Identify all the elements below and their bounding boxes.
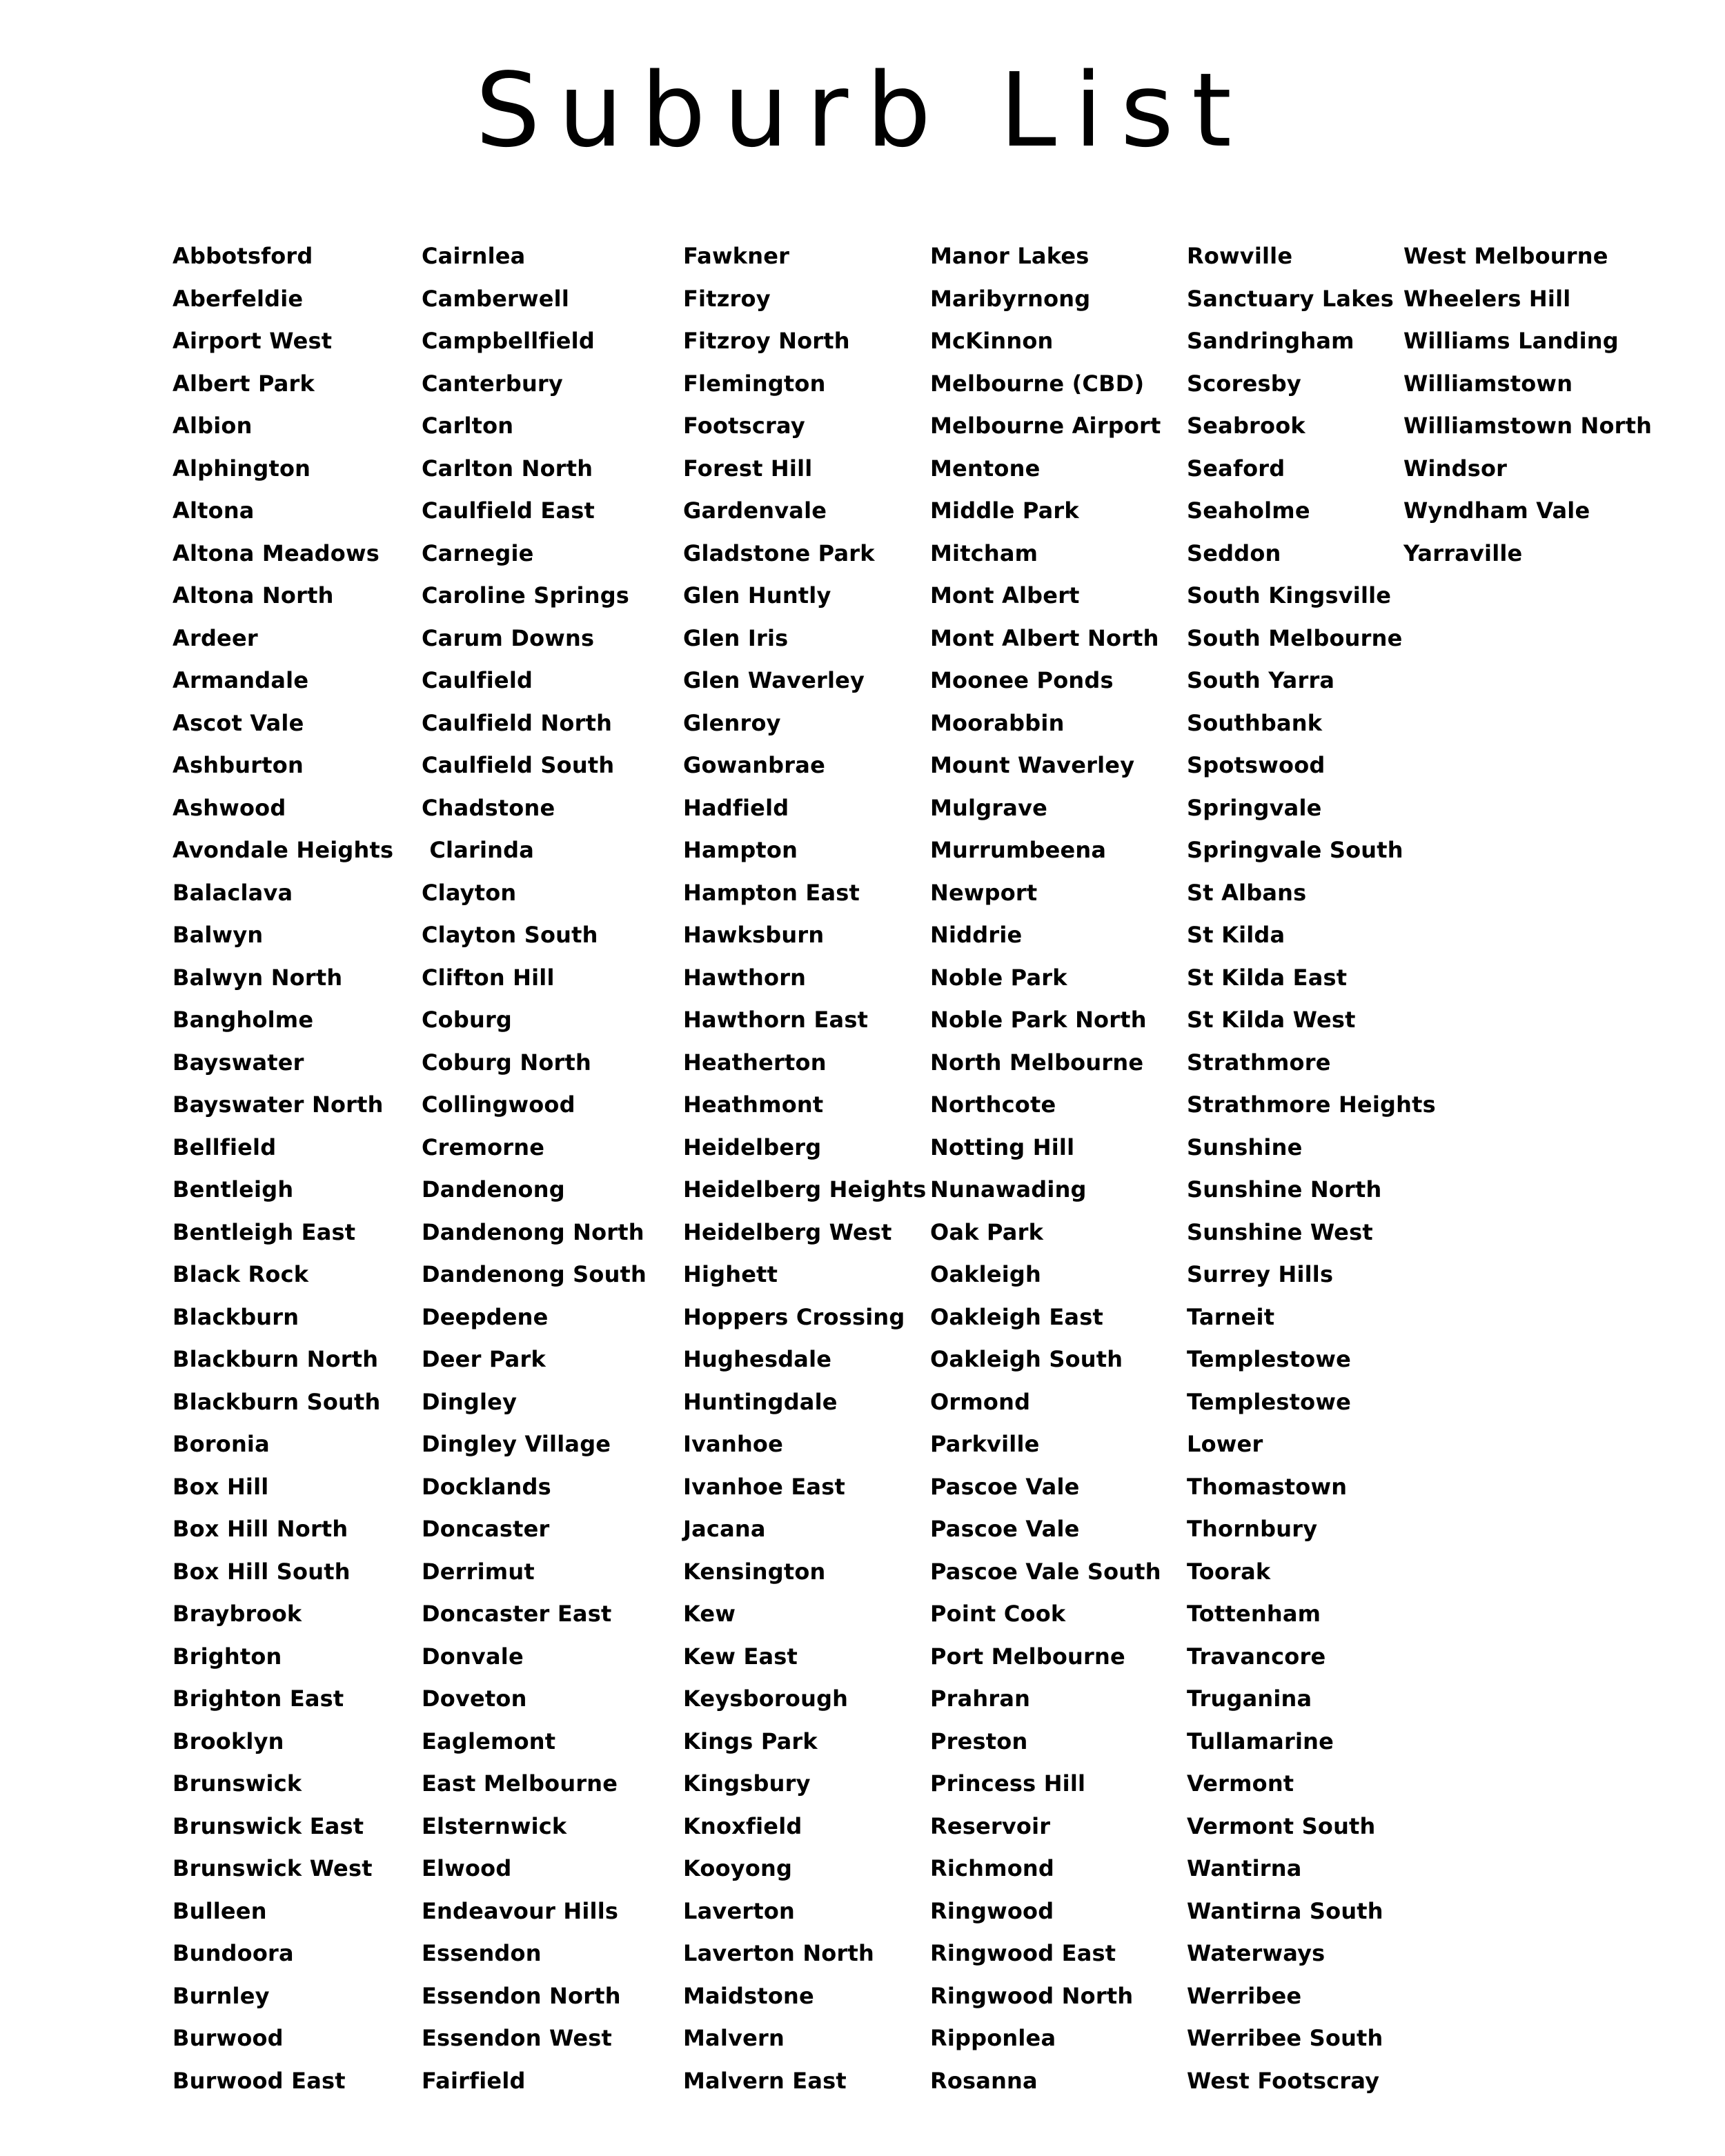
- suburb-item: Lower: [1187, 1431, 1263, 1457]
- suburb-item: Windsor: [1403, 455, 1508, 482]
- suburb-item: Kensington: [683, 1558, 826, 1585]
- suburb-item: Templestowe: [1187, 1346, 1351, 1372]
- suburb-item: Hawthorn: [683, 964, 807, 991]
- suburb-item: Manor Lakes: [930, 243, 1090, 269]
- suburb-item: Bulleen: [172, 1897, 267, 1924]
- suburb-item: Vermont: [1187, 1770, 1294, 1797]
- suburb-item: Preston: [930, 1728, 1028, 1754]
- suburb-item: Burnley: [172, 1982, 270, 2009]
- suburb-item: Coburg North: [422, 1049, 592, 1076]
- suburb-item: Clayton: [422, 879, 517, 906]
- suburb-item: South Yarra: [1187, 667, 1335, 693]
- suburb-item: Springvale South: [1187, 837, 1403, 863]
- suburb-item: Brunswick: [172, 1770, 302, 1797]
- suburb-item: Caulfield South: [422, 752, 615, 778]
- suburb-item: Alphington: [172, 455, 311, 482]
- suburb-item: Altona North: [172, 582, 334, 609]
- suburb-item: Rowville: [1187, 243, 1293, 269]
- suburb-item: Gardenvale: [683, 497, 827, 524]
- suburb-item: Strathmore: [1187, 1049, 1331, 1076]
- suburb-item: Glenroy: [683, 709, 781, 736]
- suburb-item: Heidelberg: [683, 1134, 822, 1160]
- suburb-item: Box Hill North: [172, 1516, 348, 1542]
- suburb-item: East Melbourne: [422, 1770, 618, 1797]
- suburb-item: North Melbourne: [930, 1049, 1144, 1076]
- suburb-item: Deepdene: [422, 1303, 549, 1330]
- suburb-item: Hawksburn: [683, 922, 825, 948]
- suburb-item: Albion: [172, 413, 253, 439]
- suburb-item: Spotswood: [1187, 752, 1325, 778]
- suburb-item: Armandale: [172, 667, 309, 693]
- suburb-item: Point Cook: [930, 1601, 1066, 1627]
- suburb-item: St Albans: [1187, 879, 1307, 906]
- suburb-item: Wyndham Vale: [1403, 497, 1590, 524]
- suburb-item: Kingsbury: [683, 1770, 811, 1797]
- suburb-item: Bayswater North: [172, 1091, 384, 1118]
- suburb-item: Carlton North: [422, 455, 593, 482]
- suburb-item: Burwood: [172, 2025, 284, 2051]
- suburb-item: Tullamarine: [1187, 1728, 1334, 1754]
- suburb-item: Deer Park: [422, 1346, 546, 1372]
- suburb-item: Brunswick West: [172, 1855, 373, 1881]
- suburb-item: Hampton East: [683, 879, 860, 906]
- suburb-item: McKinnon: [930, 328, 1054, 354]
- suburb-item: Pascoe Vale South: [930, 1558, 1161, 1585]
- suburb-item: Mont Albert: [930, 582, 1080, 609]
- suburb-item: Heidelberg Heights: [683, 1176, 927, 1203]
- suburb-item: Malvern: [683, 2025, 785, 2051]
- suburb-column-1: [172, 240, 393, 2107]
- suburb-item: Highett: [683, 1261, 778, 1287]
- suburb-item: Southbank: [1187, 709, 1323, 736]
- suburb-item: Noble Park: [930, 964, 1067, 991]
- suburb-item: Burwood East: [172, 2067, 346, 2094]
- suburb-item: Balwyn North: [172, 964, 343, 991]
- suburb-item: Hughesdale: [683, 1346, 832, 1372]
- suburb-item: Flemington: [683, 370, 826, 397]
- suburb-item: Gladstone Park: [683, 540, 875, 566]
- suburb-item: Eaglemont: [422, 1728, 556, 1754]
- suburb-item: Hampton: [683, 837, 798, 863]
- suburb-item: Kooyong: [683, 1855, 793, 1881]
- suburb-item: Williamstown: [1403, 370, 1573, 397]
- suburb-item: Kew: [683, 1601, 736, 1627]
- suburb-item: Huntingdale: [683, 1388, 838, 1415]
- suburb-item: Caulfield North: [422, 709, 613, 736]
- suburb-item: Bentleigh: [172, 1176, 294, 1203]
- suburb-item: Parkville: [930, 1431, 1040, 1457]
- suburb-item: Caulfield East: [422, 497, 595, 524]
- suburb-item: Glen Huntly: [683, 582, 831, 609]
- suburb-item: Williamstown North: [1403, 413, 1653, 439]
- suburb-item: Middle Park: [930, 497, 1079, 524]
- suburb-item: Heidelberg West: [683, 1218, 892, 1245]
- suburb-item: Donvale: [422, 1643, 524, 1670]
- suburb-item: Ormond: [930, 1388, 1031, 1415]
- suburb-item: Bentleigh East: [172, 1218, 356, 1245]
- suburb-item: Oakleigh: [930, 1261, 1042, 1287]
- suburb-item: Essendon North: [422, 1982, 621, 2009]
- suburb-item: St Kilda: [1187, 922, 1285, 948]
- suburb-item: Melbourne (CBD): [930, 370, 1145, 397]
- suburb-item: Seabrook: [1187, 413, 1305, 439]
- suburb-item: Sanctuary Lakes: [1187, 285, 1394, 312]
- suburb-column-6: [1403, 240, 1652, 580]
- page-title: Suburb List: [475, 51, 1250, 170]
- suburb-item: Ripponlea: [930, 2025, 1056, 2051]
- suburb-item: Airport West: [172, 328, 333, 354]
- suburb-item: Brighton East: [172, 1685, 344, 1712]
- suburb-column-3: [683, 240, 927, 2107]
- suburb-item: Bayswater: [172, 1049, 304, 1076]
- suburb-item: Derrimut: [422, 1558, 535, 1585]
- suburb-item: Dandenong: [422, 1176, 565, 1203]
- suburb-item: Moonee Ponds: [930, 667, 1114, 693]
- suburb-item: St Kilda West: [1187, 1007, 1356, 1033]
- suburb-item: Moorabbin: [930, 709, 1065, 736]
- suburb-item: St Kilda East: [1187, 964, 1348, 991]
- suburb-item: Chadstone: [422, 794, 555, 821]
- suburb-item: Kings Park: [683, 1728, 818, 1754]
- suburb-item: Oak Park: [930, 1218, 1044, 1245]
- suburb-item: Murrumbeena: [930, 837, 1107, 863]
- suburb-item: Scoresby: [1187, 370, 1301, 397]
- suburb-item: Carlton: [422, 413, 514, 439]
- suburb-item: Noble Park North: [930, 1007, 1147, 1033]
- suburb-item: Altona Meadows: [172, 540, 379, 566]
- suburb-item: Laverton North: [683, 1940, 874, 1966]
- suburb-item: Seddon: [1187, 540, 1281, 566]
- suburb-item: Pascoe Vale: [930, 1516, 1080, 1542]
- suburb-item: Carnegie: [422, 540, 534, 566]
- suburb-list: [0, 240, 1725, 2103]
- suburb-item: Ivanhoe East: [683, 1473, 845, 1500]
- suburb-item: Keysborough: [683, 1685, 849, 1712]
- suburb-item: Jacana: [683, 1516, 766, 1542]
- suburb-item: Brunswick East: [172, 1812, 364, 1839]
- suburb-item: Wantirna: [1187, 1855, 1302, 1881]
- suburb-item: Melbourne Airport: [930, 413, 1161, 439]
- suburb-item: Sandringham: [1187, 328, 1354, 354]
- suburb-item: Caroline Springs: [422, 582, 630, 609]
- suburb-item: Albert Park: [172, 370, 315, 397]
- suburb-item: Mitcham: [930, 540, 1038, 566]
- suburb-item: Bellfield: [172, 1134, 277, 1160]
- suburb-item: Glen Iris: [683, 624, 789, 651]
- suburb-item: Oakleigh East: [930, 1303, 1103, 1330]
- suburb-item: Mentone: [930, 455, 1041, 482]
- suburb-item: Cairnlea: [422, 243, 526, 269]
- suburb-item: Doveton: [422, 1685, 527, 1712]
- suburb-item: Bundoora: [172, 1940, 294, 1966]
- suburb-item: Blackburn South: [172, 1388, 381, 1415]
- suburb-item: Fawkner: [683, 243, 790, 269]
- suburb-item: Dingley: [422, 1388, 518, 1415]
- suburb-item: Carum Downs: [422, 624, 595, 651]
- suburb-item: Doncaster East: [422, 1601, 612, 1627]
- suburb-column-5: [1187, 240, 1436, 2107]
- suburb-item: Hoppers Crossing: [683, 1303, 905, 1330]
- suburb-item: Black Rock: [172, 1261, 309, 1287]
- suburb-item: Elwood: [422, 1855, 512, 1881]
- suburb-item: Kew East: [683, 1643, 798, 1670]
- suburb-item: Aberfeldie: [172, 285, 304, 312]
- suburb-item: Fitzroy: [683, 285, 771, 312]
- suburb-item: Ashwood: [172, 794, 286, 821]
- suburb-item: Malvern East: [683, 2067, 847, 2094]
- suburb-item: Brooklyn: [172, 1728, 284, 1754]
- suburb-item: Camberwell: [422, 285, 570, 312]
- suburb-item: Sunshine North: [1187, 1176, 1382, 1203]
- suburb-item: Springvale: [1187, 794, 1322, 821]
- suburb-item: Waterways: [1187, 1940, 1325, 1966]
- suburb-item: Glen Waverley: [683, 667, 865, 693]
- suburb-item: Thomastown: [1187, 1473, 1348, 1500]
- suburb-item: Toorak: [1187, 1558, 1271, 1585]
- suburb-item: Blackburn: [172, 1303, 299, 1330]
- suburb-item: Forest Hill: [683, 455, 813, 482]
- suburb-column-4: [930, 240, 1161, 2107]
- suburb-item: Campbellfield: [422, 328, 595, 354]
- suburb-item: Ringwood: [930, 1897, 1054, 1924]
- suburb-item: Cremorne: [422, 1134, 545, 1160]
- suburb-item: Reservoir: [930, 1812, 1051, 1839]
- suburb-item: Ardeer: [172, 624, 258, 651]
- suburb-item: Brighton: [172, 1643, 282, 1670]
- suburb-item: Doncaster: [422, 1516, 550, 1542]
- suburb-item: Dandenong South: [422, 1261, 647, 1287]
- suburb-item: Werribee South: [1187, 2025, 1383, 2051]
- suburb-item: South Melbourne: [1187, 624, 1403, 651]
- suburb-item: Coburg: [422, 1007, 513, 1033]
- suburb-item: Notting Hill: [930, 1134, 1075, 1160]
- suburb-item: Mount Waverley: [930, 752, 1135, 778]
- suburb-item: Niddrie: [930, 922, 1023, 948]
- suburb-item: Pascoe Vale: [930, 1473, 1080, 1500]
- suburb-item: Elsternwick: [422, 1812, 567, 1839]
- suburb-item: Clayton South: [422, 922, 598, 948]
- suburb-item: Bangholme: [172, 1007, 314, 1033]
- suburb-item: Sunshine: [1187, 1134, 1303, 1160]
- suburb-item: Blackburn North: [172, 1346, 379, 1372]
- suburb-item: Tottenham: [1187, 1601, 1321, 1627]
- suburb-item: Hadfield: [683, 794, 789, 821]
- suburb-item: Essendon: [422, 1940, 542, 1966]
- suburb-item: South Kingsville: [1187, 582, 1392, 609]
- suburb-item: Endeavour Hills: [422, 1897, 619, 1924]
- suburb-item: West Melbourne: [1403, 243, 1608, 269]
- suburb-item: Williams Landing: [1403, 328, 1619, 354]
- suburb-item: Ringwood North: [930, 1982, 1134, 2009]
- suburb-item: Rosanna: [930, 2067, 1038, 2094]
- suburb-item: Travancore: [1187, 1643, 1326, 1670]
- suburb-item: Balaclava: [172, 879, 293, 906]
- suburb-item: Abbotsford: [172, 243, 313, 269]
- suburb-item: Essendon West: [422, 2025, 613, 2051]
- suburb-item: Fitzroy North: [683, 328, 850, 354]
- suburb-item: Canterbury: [422, 370, 563, 397]
- suburb-item: Sunshine West: [1187, 1218, 1373, 1245]
- suburb-item: Gowanbrae: [683, 752, 825, 778]
- suburb-item: Dingley Village: [422, 1431, 611, 1457]
- suburb-item: Wheelers Hill: [1403, 285, 1571, 312]
- suburb-item: Heatherton: [683, 1049, 827, 1076]
- suburb-item: Braybrook: [172, 1601, 302, 1627]
- suburb-item: Maribyrnong: [930, 285, 1091, 312]
- suburb-item: Mont Albert North: [930, 624, 1159, 651]
- suburb-item: Werribee: [1187, 1982, 1302, 2009]
- suburb-item: Ashburton: [172, 752, 304, 778]
- suburb-item: Princess Hill: [930, 1770, 1086, 1797]
- suburb-item: Wantirna South: [1187, 1897, 1383, 1924]
- suburb-item: Collingwood: [422, 1091, 575, 1118]
- suburb-item: Fairfield: [422, 2067, 526, 2094]
- suburb-column-2: [422, 240, 647, 2107]
- suburb-item: Ivanhoe: [683, 1431, 784, 1457]
- suburb-item: Prahran: [930, 1685, 1031, 1712]
- suburb-item: Clifton Hill: [422, 964, 555, 991]
- suburb-item: Port Melbourne: [930, 1643, 1125, 1670]
- suburb-item: Clarinda: [422, 837, 535, 863]
- suburb-item: Altona: [172, 497, 255, 524]
- suburb-item: Truganina: [1187, 1685, 1312, 1712]
- suburb-item: Northcote: [930, 1091, 1056, 1118]
- suburb-item: Strathmore Heights: [1187, 1091, 1436, 1118]
- suburb-item: Thornbury: [1187, 1516, 1318, 1542]
- suburb-item: Balwyn: [172, 922, 264, 948]
- suburb-item: Surrey Hills: [1187, 1261, 1334, 1287]
- suburb-item: West Footscray: [1187, 2067, 1380, 2094]
- suburb-item: Seaford: [1187, 455, 1285, 482]
- suburb-item: Templestowe: [1187, 1388, 1351, 1415]
- suburb-item: Knoxfield: [683, 1812, 802, 1839]
- suburb-item: Yarraville: [1403, 540, 1523, 566]
- suburb-item: Mulgrave: [930, 794, 1048, 821]
- suburb-item: Richmond: [930, 1855, 1054, 1881]
- suburb-item: Box Hill South: [172, 1558, 351, 1585]
- suburb-item: Maidstone: [683, 1982, 814, 2009]
- suburb-item: Vermont South: [1187, 1812, 1376, 1839]
- suburb-item: Caulfield: [422, 667, 533, 693]
- suburb-item: Box Hill: [172, 1473, 269, 1500]
- suburb-item: Hawthorn East: [683, 1007, 869, 1033]
- suburb-item: Newport: [930, 879, 1038, 906]
- suburb-item: Docklands: [422, 1473, 551, 1500]
- suburb-item: Footscray: [683, 413, 805, 439]
- suburb-item: Tarneit: [1187, 1303, 1275, 1330]
- suburb-item: Laverton: [683, 1897, 795, 1924]
- suburb-item: Boronia: [172, 1431, 270, 1457]
- suburb-item: Seaholme: [1187, 497, 1310, 524]
- suburb-item: Nunawading: [930, 1176, 1087, 1203]
- suburb-item: Heathmont: [683, 1091, 824, 1118]
- suburb-item: Dandenong North: [422, 1218, 644, 1245]
- suburb-item: Ringwood East: [930, 1940, 1116, 1966]
- suburb-item: Oakleigh South: [930, 1346, 1123, 1372]
- suburb-item: Avondale Heights: [172, 837, 394, 863]
- suburb-item: Ascot Vale: [172, 709, 304, 736]
